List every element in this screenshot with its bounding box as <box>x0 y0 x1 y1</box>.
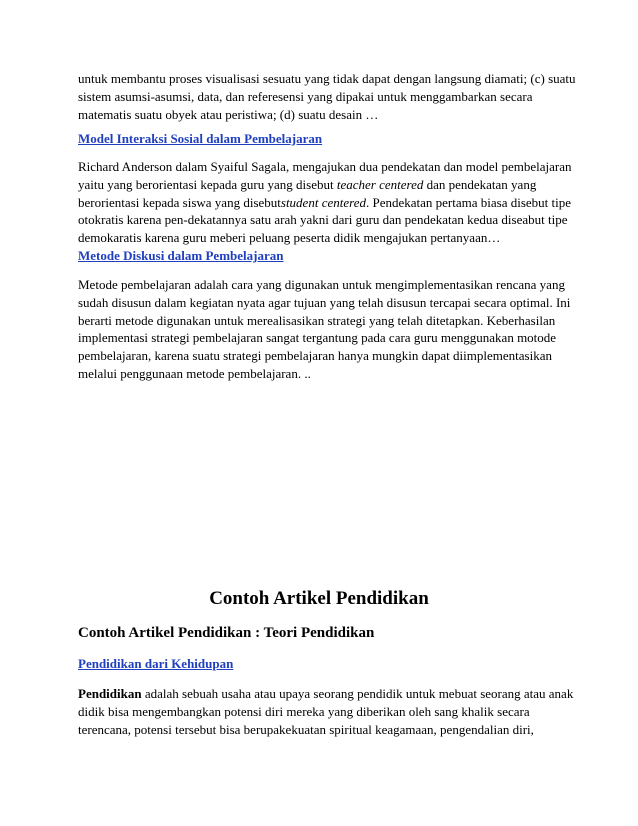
article-subtitle: Contoh Artikel Pendidikan : Teori Pendidikan <box>78 625 375 641</box>
section2-line-3: berarti metode digunakan untuk merealisasikan strategi yang telah ditetapkan. Keberhasilan <box>78 312 556 328</box>
intro-line-3: matematis suatu obyek atau peristiwa; (d) suatu desain … <box>78 106 379 122</box>
section2-line-2: sudah disusun dalam kegiatan nyata agar tujuan yang telah disusun tercapai secara optimal. Ini <box>78 294 571 310</box>
link-pendidikan-dari-kehidupan[interactable]: Pendidikan dari Kehidupan <box>78 656 234 671</box>
section2-line-5: pembelajaran, karena suatu strategi pembelajaran hanya mungkin dapat diimplementasikan <box>78 348 552 364</box>
section1-line-2-a: yaitu yang berorientasi kepada guru yang disebut <box>78 176 337 192</box>
section1-line-3-a: berorientasi kepada siswa yang disebut <box>78 194 281 210</box>
section1-line-3 <box>78 194 572 212</box>
section1-line-5: demokaratis karena guru meberi peluang peserta didik mengajukan pertanyaan… <box>78 230 501 246</box>
intro-line-2: sistem asumsi-asumsi, data, dan referesensi yang dipakai untuk menggambarkan secara <box>78 88 533 104</box>
section1-line-2-b: dan pendekatan yang <box>423 176 537 192</box>
section2-paragraph <box>78 276 571 383</box>
article-line-2: didik bisa mengembangkan potensi diri mereka yang diberikan oleh sang khalik secara <box>78 703 530 719</box>
article-paragraph <box>78 685 574 738</box>
section1-line-1: Richard Anderson dalam Syaiful Sagala, mengajukan dua pendekatan dan model pembelajaran <box>78 159 572 174</box>
section1-line-3-b: . Pendekatan pertama biasa disebut tipe <box>365 194 572 210</box>
article-title: Contoh Artikel Pendidikan <box>209 588 429 609</box>
link-metode-diskusi[interactable]: Metode Diskusi dalam Pembelajaran <box>78 248 284 263</box>
section2-line-1: Metode pembelajaran adalah cara yang digunakan untuk mengimplementasikan rencana yang <box>78 277 565 292</box>
section2-line-4: implementasi strategi pembelajaran sangat tergantung pada cara guru menggunakan motode <box>78 330 557 346</box>
section2-line-6: melalui penggunaan metode pembelajaran. .. <box>78 365 311 381</box>
section1-line-4: otokratis karena pen-dekatannya satu arah yakni dari guru dan pendekatan kedua diseabut tipe <box>78 212 568 228</box>
article-line-1-rest: adalah sebuah usaha atau upaya seorang pendidik untuk mebuat seorang atau anak <box>141 686 574 701</box>
intro-paragraph <box>78 70 576 123</box>
article-bold-word: Pendidikan <box>78 686 142 701</box>
article-line-1 <box>78 685 574 703</box>
term-student-centered: student centered <box>280 194 366 210</box>
section1-paragraph <box>78 158 572 247</box>
article-line-3: terencana, potensi tersebut bisa berupakekuatan spiritual keagamaan, pengendalian diri, <box>78 721 534 737</box>
section1-line-2 <box>78 176 568 194</box>
term-teacher-centered: teacher centered <box>336 176 424 192</box>
intro-line-1: untuk membantu proses visualisasi sesuatu yang tidak dapat dengan langsung diamati; (c) suatu <box>78 71 576 86</box>
link-model-interaksi-sosial[interactable]: Model Interaksi Sosial dalam Pembelajaran <box>78 131 323 146</box>
